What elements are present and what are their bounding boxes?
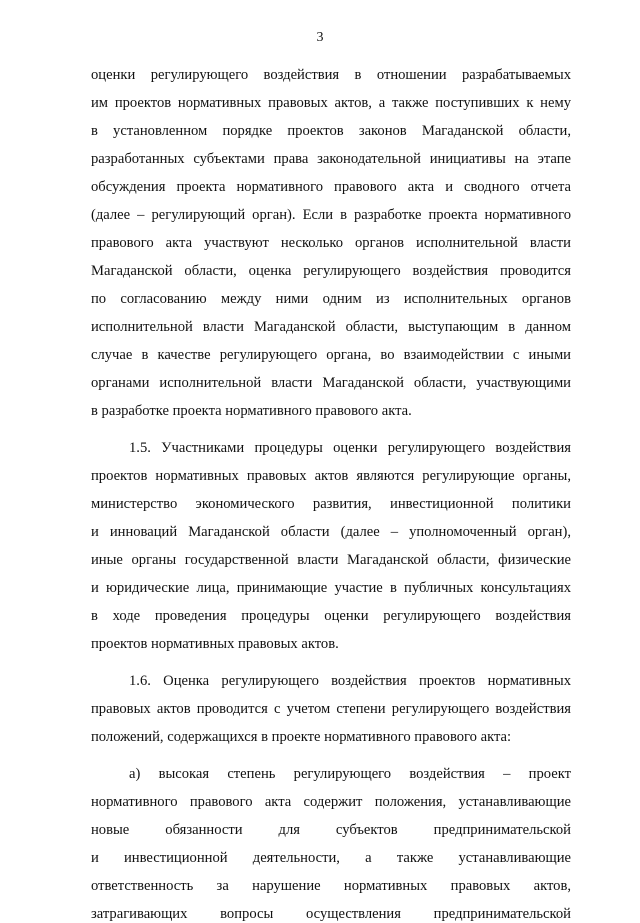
text-line: в ходе проведения процедуры оценки регулирующего воздействия [91,608,571,624]
page-number: 3 [316,30,324,45]
text-line: правового акта участвуют несколько органов исполнительной власти [91,235,571,251]
text-line: правовых актов проводится с учетом степени регулирующего воздействия [91,701,571,717]
text-line: новые обязанности для субъектов предпринимательской [91,822,571,838]
text-line: 1.5. Участниками процедуры оценки регулирующего воздействия [129,440,571,456]
text-line: им проектов нормативных правовых актов, а также поступивших к нему [91,95,571,111]
text-line: проектов нормативных правовых актов являются регулирующие органы, [91,468,571,484]
text-line: иные органы государственной власти Магаданской области, физические [91,552,571,568]
text-line: министерство экономического развития, инвестиционной политики [91,496,571,512]
text-line: и инноваций Магаданской области (далее – уполномоченный орган), [91,524,571,540]
text-line: в установленном порядке проектов законов Магаданской области, [91,123,571,139]
text-line: затрагивающих вопросы осуществления предпринимательской [91,906,571,922]
text-line: органами исполнительной власти Магаданской области, участвующими [91,375,571,391]
text-line: по согласованию между ними одним из исполнительных органов [91,291,571,307]
text-line: и инвестиционной деятельности, а также устанавливающие [91,850,571,866]
text-line: разработанных субъектами права законодательной инициативы на этапе [91,151,571,167]
text-line: ответственность за нарушение нормативных правовых актов, [91,878,571,894]
text-line: оценки регулирующего воздействия в отношении разрабатываемых [91,67,571,83]
text-line: 1.6. Оценка регулирующего воздействия проектов нормативных [129,673,571,689]
text-line: случае в качестве регулирующего органа, во взаимодействии с иными [91,347,571,363]
text-line: проектов нормативных правовых актов. [91,636,339,652]
text-line: (далее – регулирующий орган). Если в разработке проекта нормативного [91,207,571,223]
text-line: Магаданской области, оценка регулирующего воздействия проводится [91,263,571,279]
text-line: нормативного правового акта содержит положения, устанавливающие [91,794,571,810]
text-line: обсуждения проекта нормативного правового акта и сводного отчета [91,179,571,195]
text-line: положений, содержащихся в проекте нормативного правового акта: [91,729,512,745]
text-line: исполнительной власти Магаданской области, выступающим в данном [91,319,571,335]
text-line: в разработке проекта нормативного правового акта. [91,403,412,419]
text-line: и юридические лица, принимающие участие в публичных консультациях [91,580,571,596]
text-line: а) высокая степень регулирующего воздействия – проект [129,766,571,782]
